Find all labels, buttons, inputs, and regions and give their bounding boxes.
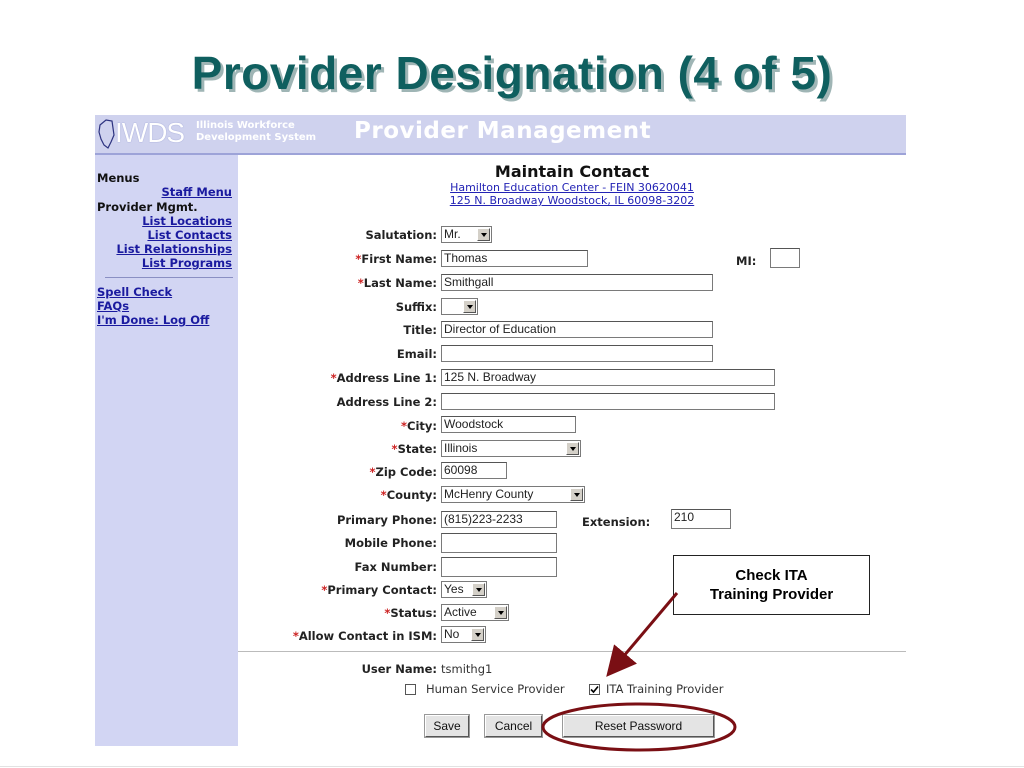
zip-label: *Zip Code:: [369, 465, 437, 479]
app-header: [95, 115, 906, 155]
sidebar: [95, 155, 238, 746]
mobile-phone-label: Mobile Phone:: [344, 536, 437, 550]
cancel-button[interactable]: Cancel: [485, 715, 542, 737]
suffix-label: Suffix:: [395, 300, 437, 314]
salutation-label: Salutation:: [365, 228, 437, 242]
state-label: *State:: [391, 442, 437, 456]
mi-field[interactable]: [770, 248, 800, 268]
slide-title: Provider Designation (4 of 5): [191, 47, 833, 99]
mi-label: MI:: [736, 254, 757, 268]
app-window: [95, 115, 906, 746]
chevron-down-icon: [566, 442, 579, 455]
ita-training-label: ITA Training Provider: [606, 682, 724, 696]
sidebar-item-faqs[interactable]: FAQs: [97, 299, 130, 313]
checkmark-icon: [590, 685, 599, 694]
sidebar-item-log-off[interactable]: I'm Done: Log Off: [97, 313, 210, 327]
primary-contact-select[interactable]: Yes: [441, 581, 487, 598]
sidebar-item-spell-check[interactable]: Spell Check: [97, 285, 173, 299]
chevron-down-icon: [472, 583, 485, 596]
form-title: Maintain Contact: [494, 162, 650, 181]
human-service-checkbox[interactable]: [405, 684, 416, 695]
annotation-callout: Check ITA Training Provider: [673, 555, 870, 615]
city-field[interactable]: Woodstock: [441, 416, 576, 433]
address2-label: Address Line 2:: [336, 395, 437, 409]
primary-contact-label: *Primary Contact:: [321, 583, 437, 597]
user-name-label: User Name:: [361, 662, 437, 676]
logo-subtitle: Illinois Workforce Development System: [196, 120, 317, 143]
first-name-field[interactable]: Thomas: [441, 250, 588, 267]
salutation-select[interactable]: Mr.: [441, 226, 492, 243]
primary-phone-label: Primary Phone:: [336, 513, 437, 527]
ita-training-checkbox[interactable]: [589, 684, 600, 695]
city-label: *City:: [401, 419, 437, 433]
reset-password-button[interactable]: Reset Password: [563, 715, 714, 737]
sidebar-item-staff-menu[interactable]: Staff Menu: [161, 185, 232, 199]
extension-label: Extension:: [582, 515, 651, 529]
sidebar-item-list-locations[interactable]: List Locations: [142, 214, 232, 228]
first-name-label: *First Name:: [355, 252, 437, 266]
zip-field[interactable]: 60098: [441, 462, 507, 479]
county-select[interactable]: McHenry County: [441, 486, 585, 503]
app-title: Provider Management: [354, 118, 652, 144]
suffix-select[interactable]: [441, 298, 478, 315]
chevron-down-icon: [463, 300, 476, 313]
chevron-down-icon: [477, 228, 490, 241]
sidebar-divider: [105, 277, 233, 278]
user-name-value: tsmithg1: [441, 662, 493, 676]
address1-label: *Address Line 1:: [330, 371, 437, 385]
form-divider: [238, 651, 906, 652]
mobile-phone-field[interactable]: [441, 533, 557, 553]
allow-ism-select[interactable]: No: [441, 626, 486, 643]
county-label: *County:: [380, 488, 437, 502]
address1-field[interactable]: 125 N. Broadway: [441, 369, 775, 386]
form-header: [238, 162, 906, 207]
last-name-label: *Last Name:: [357, 276, 437, 290]
sidebar-item-list-contacts[interactable]: List Contacts: [147, 228, 232, 242]
status-label: *Status:: [384, 606, 437, 620]
logo: IWDS: [115, 117, 185, 148]
sidebar-item-list-relationships[interactable]: List Relationships: [116, 242, 232, 256]
title-label: Title:: [403, 323, 437, 337]
chevron-down-icon: [494, 606, 507, 619]
primary-phone-field[interactable]: (815)223-2233: [441, 511, 557, 528]
sidebar-provider-mgmt-label: Provider Mgmt.: [97, 200, 198, 214]
org-address-link[interactable]: 125 N. Broadway Woodstock, IL 60098-3202: [449, 194, 695, 207]
human-service-label: Human Service Provider: [426, 682, 565, 696]
org-name-link[interactable]: Hamilton Education Center - FEIN 30620041: [450, 181, 694, 194]
email-label: Email:: [396, 347, 437, 361]
state-select[interactable]: Illinois: [441, 440, 581, 457]
fax-field[interactable]: [441, 557, 557, 577]
email-field[interactable]: [441, 345, 713, 362]
allow-ism-label: *Allow Contact in ISM:: [292, 629, 437, 643]
extension-field[interactable]: 210: [671, 509, 731, 529]
last-name-field[interactable]: Smithgall: [441, 274, 713, 291]
chevron-down-icon: [471, 628, 484, 641]
illinois-map-icon: [97, 119, 115, 149]
fax-label: Fax Number:: [354, 560, 437, 574]
sidebar-menus-label: Menus: [97, 171, 140, 185]
title-field[interactable]: Director of Education: [441, 321, 713, 338]
save-button[interactable]: Save: [425, 715, 469, 737]
sidebar-item-list-programs[interactable]: List Programs: [141, 256, 232, 270]
address2-field[interactable]: [441, 393, 775, 410]
status-select[interactable]: Active: [441, 604, 509, 621]
chevron-down-icon: [570, 488, 583, 501]
slide-bottom-rule: [0, 766, 1024, 767]
